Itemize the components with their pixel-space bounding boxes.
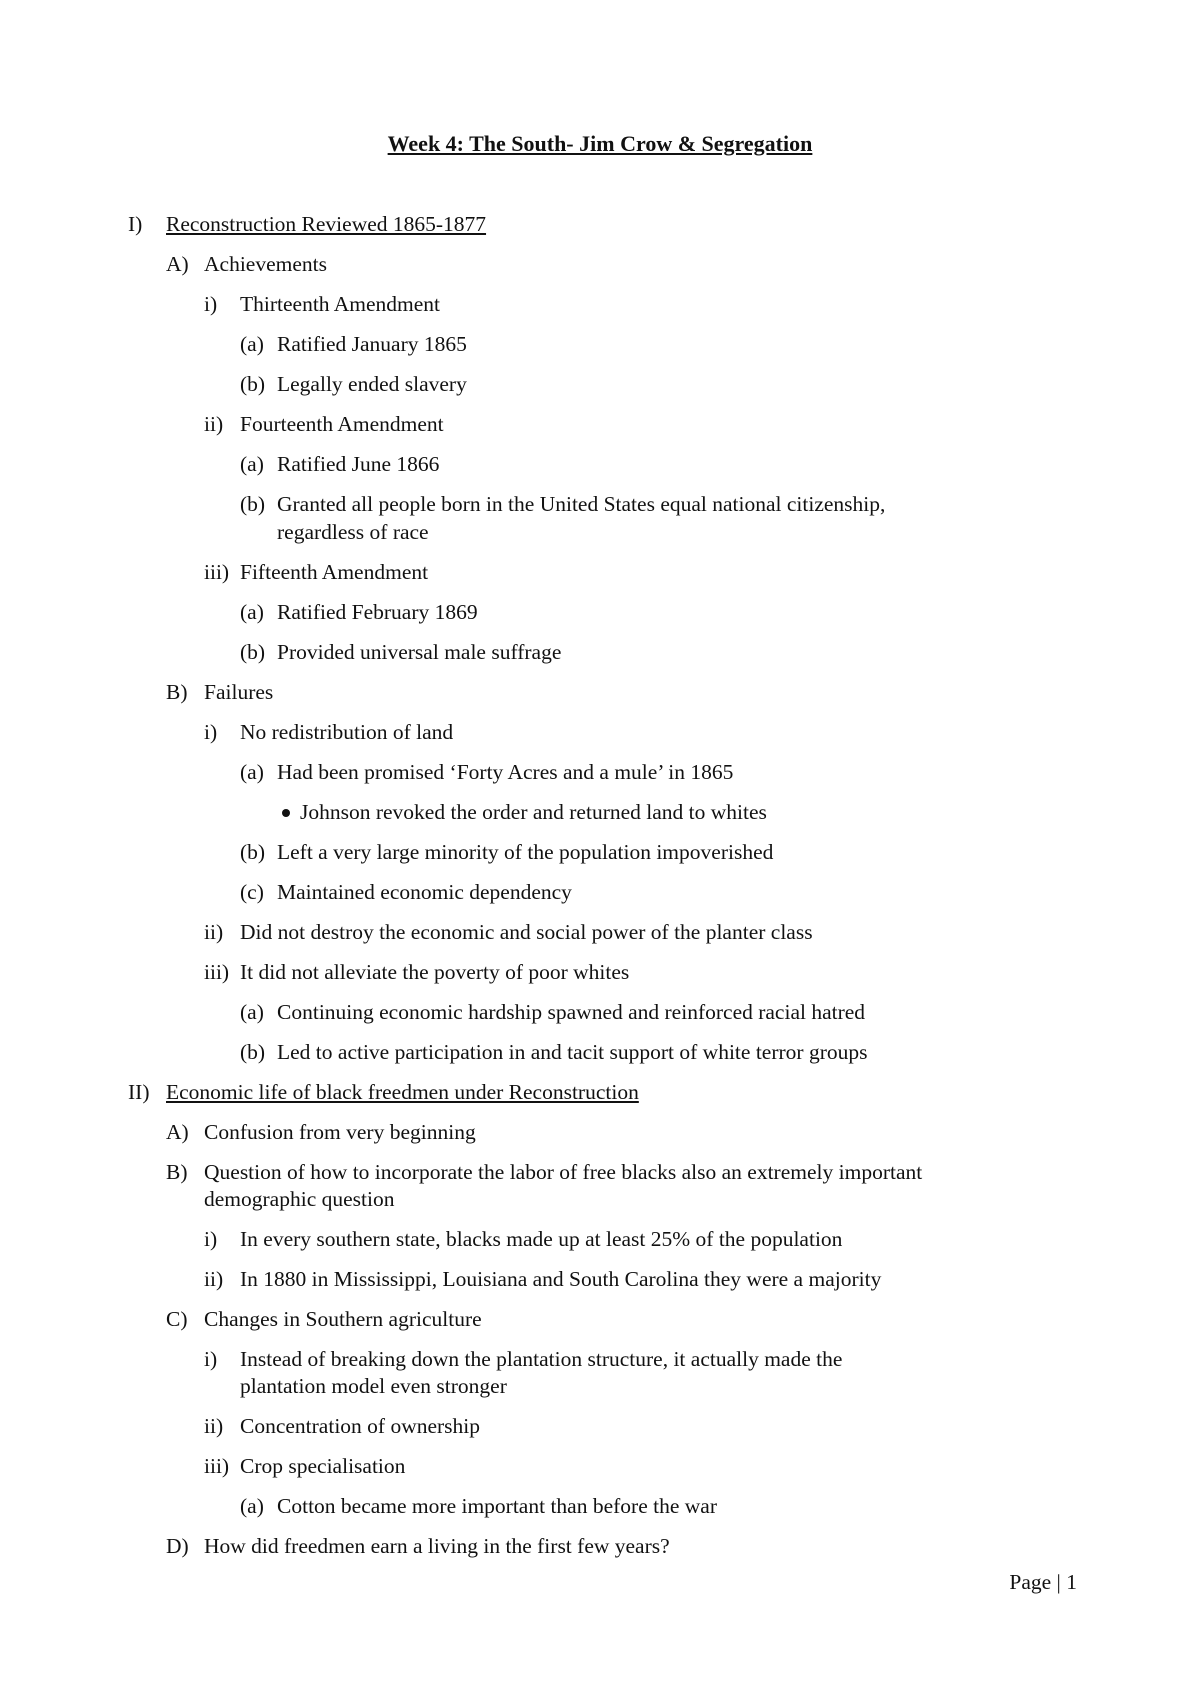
outline-marker: i): [204, 720, 218, 744]
outline-item-text: Concentration of ownership: [240, 1414, 481, 1438]
outline-marker: i): [204, 292, 218, 316]
outline-marker: iii): [204, 960, 230, 984]
outline-marker: (b): [240, 372, 266, 396]
outline-marker: (a): [240, 600, 264, 624]
outline-marker: (a): [240, 1494, 264, 1518]
outline-item-text: Led to active participation in and tacit support of white terror groups: [277, 1040, 868, 1064]
outline-marker: D): [166, 1534, 189, 1558]
outline-item-text: Had been promised ‘Forty Acres and a mule’ in 1865: [277, 760, 734, 784]
outline-item-text: Crop specialisation: [240, 1454, 406, 1478]
outline-item-text: It did not alleviate the poverty of poor whites: [240, 960, 630, 984]
outline-item-text: Achievements: [204, 252, 327, 276]
outline-marker: iii): [204, 560, 230, 584]
outline-marker: iii): [204, 1454, 230, 1478]
outline-marker: A): [166, 252, 189, 276]
outline-item-text: Continuing economic hardship spawned and reinforced racial hatred: [277, 1000, 866, 1024]
outline-marker: ii): [204, 920, 224, 944]
outline-item-text: Ratified June 1866: [277, 452, 440, 476]
outline-marker: B): [166, 680, 188, 704]
outline-item-text: Provided universal male suffrage: [277, 640, 562, 664]
outline-marker: i): [204, 1347, 218, 1371]
outline-item-text: Left a very large minority of the population impoverished: [277, 840, 774, 864]
outline-item-text: Fifteenth Amendment: [240, 560, 429, 584]
page-number: Page | 1: [1009, 1570, 1077, 1594]
outline-marker: (b): [240, 1040, 266, 1064]
outline-marker: II): [128, 1080, 150, 1104]
outline-marker: C): [166, 1307, 188, 1331]
outline-marker: (a): [240, 452, 264, 476]
outline-marker: B): [166, 1160, 188, 1184]
page-title: Week 4: The South- Jim Crow & Segregation: [387, 131, 813, 156]
outline-item-text: In 1880 in Mississippi, Louisiana and South Carolina they were a majority: [240, 1267, 882, 1291]
outline-item-text: Instead of breaking down the plantation structure, it actually made the: [240, 1347, 843, 1371]
outline-marker: (c): [240, 880, 264, 904]
outline-item-text: Confusion from very beginning: [204, 1120, 476, 1144]
outline-marker: ii): [204, 412, 224, 436]
outline-marker: A): [166, 1120, 189, 1144]
outline-item-text: Changes in Southern agriculture: [204, 1307, 482, 1331]
outline-item-text: Fourteenth Amendment: [240, 412, 444, 436]
outline-marker: (b): [240, 640, 266, 664]
outline-item-text: Ratified February 1869: [277, 600, 478, 624]
section-heading: Economic life of black freedmen under Reconstruction: [166, 1080, 639, 1104]
outline-item-text: regardless of race: [277, 520, 429, 544]
outline-marker: (b): [240, 840, 266, 864]
outline-item-text: Granted all people born in the United States equal national citizenship,: [277, 492, 886, 516]
outline-marker: ii): [204, 1414, 224, 1438]
outline-item-text: No redistribution of land: [240, 720, 454, 744]
outline-marker: (a): [240, 332, 264, 356]
outline-item-text: Question of how to incorporate the labor of free blacks also an extremely important: [204, 1160, 923, 1184]
outline-item-text: Ratified January 1865: [277, 332, 467, 356]
outline-item-text: Cotton became more important than before the war: [277, 1494, 717, 1518]
outline-item-text: Failures: [204, 680, 274, 704]
outline-item-text: Thirteenth Amendment: [240, 292, 441, 316]
outline-marker: (b): [240, 492, 266, 516]
section-heading: Reconstruction Reviewed 1865-1877: [166, 212, 487, 236]
outline-item-text: Johnson revoked the order and returned land to whites: [300, 800, 767, 824]
outline-item-text: demographic question: [204, 1187, 395, 1211]
outline-item-text: Maintained economic dependency: [277, 880, 572, 904]
outline-marker: (a): [240, 760, 264, 784]
outline-item-text: Did not destroy the economic and social power of the planter class: [240, 920, 813, 944]
bullet-icon: [282, 809, 290, 817]
outline-item-text: Legally ended slavery: [277, 372, 467, 396]
outline-item-text: plantation model even stronger: [240, 1374, 507, 1398]
outline-marker: i): [204, 1227, 218, 1251]
outline-marker: (a): [240, 1000, 264, 1024]
outline-marker: ii): [204, 1267, 224, 1291]
outline-item-text: In every southern state, blacks made up at least 25% of the population: [240, 1227, 843, 1251]
outline-item-text: How did freedmen earn a living in the first few years?: [204, 1534, 670, 1558]
outline-marker: I): [128, 212, 143, 236]
